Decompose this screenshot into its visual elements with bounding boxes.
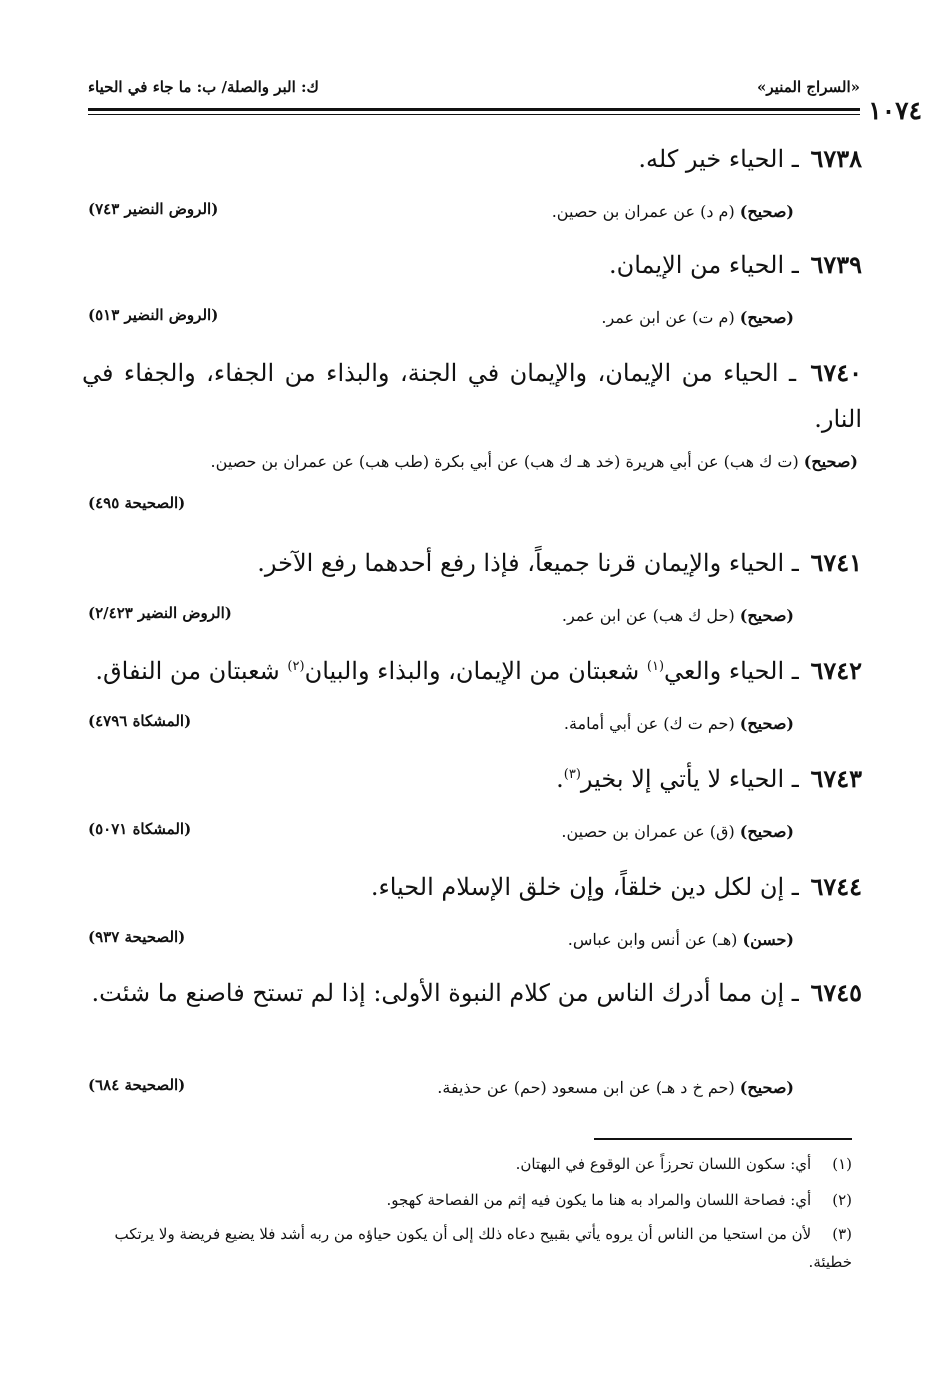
hadith-reference: (الروض النضير ٢/٤٢٣) (88, 604, 232, 622)
hadith-entry (82, 540, 862, 586)
hadith-text: ـ الحياء من الإيمان، والإيمان في الجنة، والبذاء من الجفاء، والجفاء في النار. (82, 359, 862, 433)
hadith-text: ـ الحياء خير كله. (638, 145, 799, 173)
hadith-entry (82, 864, 862, 910)
hadith-grade-line (84, 440, 858, 484)
hadith-reference: (الروض النضير ٥١٣) (88, 306, 219, 324)
hadith-number: ٦٧٤٥ (810, 978, 862, 1007)
hadith-sources: (ق) عن عمران بن حصين. (561, 822, 735, 841)
hadith-grade: (صحيح) (739, 714, 794, 733)
hadith-reference: (الصحيحة ٦٨٤) (88, 1076, 186, 1094)
hadith-sources: (حم ت ك) عن أبي أمامة. (563, 714, 735, 733)
hadith-grade-line (564, 712, 794, 736)
hadith-entry (82, 756, 862, 802)
hadith-entry (82, 242, 862, 288)
hadith-text: ـ الحياء من الإيمان. (608, 251, 799, 279)
hadith-text-end: . (556, 765, 564, 793)
hadith-reference: (الصحيحة ٩٣٧) (88, 928, 186, 946)
footnote-text: لأن من استحيا من الناس أن يروه يأتي بقبيح دعاه ذلك إلى أن يكون حياؤه من ربه أشد فلا يضيع فريضة ولا يرتكب خطيئة. (114, 1225, 852, 1271)
hadith-reference: (الصحيحة ٤٩٥) (88, 494, 186, 512)
footnote-marker[interactable]: (٣) (563, 767, 581, 782)
hadith-sources: (م د) عن عمران بن حصين. (551, 202, 735, 221)
hadith-entry (82, 350, 862, 442)
hadith-text: ـ الحياء والعي (664, 657, 799, 685)
page-header (88, 68, 922, 125)
hadith-grade-line (437, 1076, 794, 1100)
hadith-grade: (صحيح) (739, 822, 794, 841)
hadith-grade: (حسن) (742, 930, 794, 949)
hadith-grade: (صحيح) (739, 606, 794, 625)
hadith-entry (82, 136, 862, 182)
section-title: ك: البر والصلة/ ب: ما جاء في الحياء (88, 78, 319, 96)
hadith-number: ٦٧٣٩ (810, 250, 862, 279)
hadith-number: ٦٧٤٣ (810, 764, 862, 793)
hadith-number: ٦٧٤١ (810, 548, 862, 577)
hadith-text: ـ الحياء لا يأتي إلا بخير (580, 765, 799, 793)
footnote-text: أي: سكون اللسان تحرزاً عن الوقوع في البهتان. (515, 1155, 812, 1173)
hadith-grade: (صحيح) (739, 1078, 794, 1097)
footnote (82, 1220, 852, 1276)
hadith-number: ٦٧٤٠ (810, 358, 862, 387)
hadith-number: ٦٧٤٢ (810, 656, 862, 685)
hadith-number: ٦٧٤٤ (810, 872, 862, 901)
hadith-grade-line (601, 306, 794, 330)
footnote-text: أي: فصاحة اللسان والمراد به هنا ما يكون فيه إثم من الفصاحة كهجو. (386, 1191, 812, 1209)
hadith-text: ـ إن لكل دين خلقاً، وإن خلق الإسلام الحياء. (370, 873, 799, 901)
hadith-grade-line (561, 820, 794, 844)
hadith-text: شعبتان من النفاق. (95, 657, 288, 685)
footnote-number: (٢) (832, 1191, 852, 1209)
hadith-grade: (صحيح) (803, 452, 858, 471)
hadith-text: ـ إن مما أدرك الناس من كلام النبوة الأولى: إذا لم تستح فاصنع ما شئت. (91, 979, 799, 1007)
footnote-marker[interactable]: (١) (646, 659, 665, 674)
header-rule-thin (88, 114, 860, 115)
footnote-number: (١) (832, 1155, 852, 1173)
hadith-grade: (صحيح) (739, 308, 794, 327)
hadith-sources: (حل ك هب) عن ابن عمر. (561, 606, 735, 625)
hadith-grade: (صحيح) (739, 202, 794, 221)
hadith-reference: (الروض النضير ٧٤٣) (88, 200, 219, 218)
hadith-sources: (م ت) عن ابن عمر. (601, 308, 735, 327)
hadith-grade-line (568, 928, 794, 952)
hadith-text: شعبتان من الإيمان، والبذاء والبيان (304, 657, 647, 685)
hadith-grade-line (562, 604, 794, 628)
hadith-sources: (هـ) عن أنس وابن عباس. (567, 930, 738, 949)
page-number: ١٠٧٤ (868, 96, 922, 125)
hadith-reference: (المشكاة ٥٠٧١) (88, 820, 192, 838)
footnote-number: (٣) (832, 1225, 852, 1243)
footnote-separator (594, 1138, 852, 1140)
footnote (82, 1150, 852, 1178)
header-rule (88, 108, 860, 111)
hadith-sources: (ت ك هب) عن أبي هريرة (خد هـ ك هب) عن أبي بكرة (طب هب) عن عمران بن حصين. (210, 452, 799, 471)
book-title: «السراج المنير» (757, 78, 860, 96)
hadith-reference: (المشكاة ٤٧٩٦) (88, 712, 192, 730)
hadith-entry (82, 648, 862, 694)
hadith-entry (82, 970, 862, 1016)
hadith-text: ـ الحياء والإيمان قرنا جميعاً، فإذا رفع أحدهما رفع الآخر. (257, 549, 799, 577)
hadith-grade-line (552, 200, 794, 224)
footnote (82, 1186, 852, 1214)
hadith-number: ٦٧٣٨ (810, 144, 862, 173)
footnote-marker[interactable]: (٢) (287, 659, 305, 674)
hadith-sources: (حم خ د هـ) عن ابن مسعود (حم) عن حذيفة. (437, 1078, 735, 1097)
